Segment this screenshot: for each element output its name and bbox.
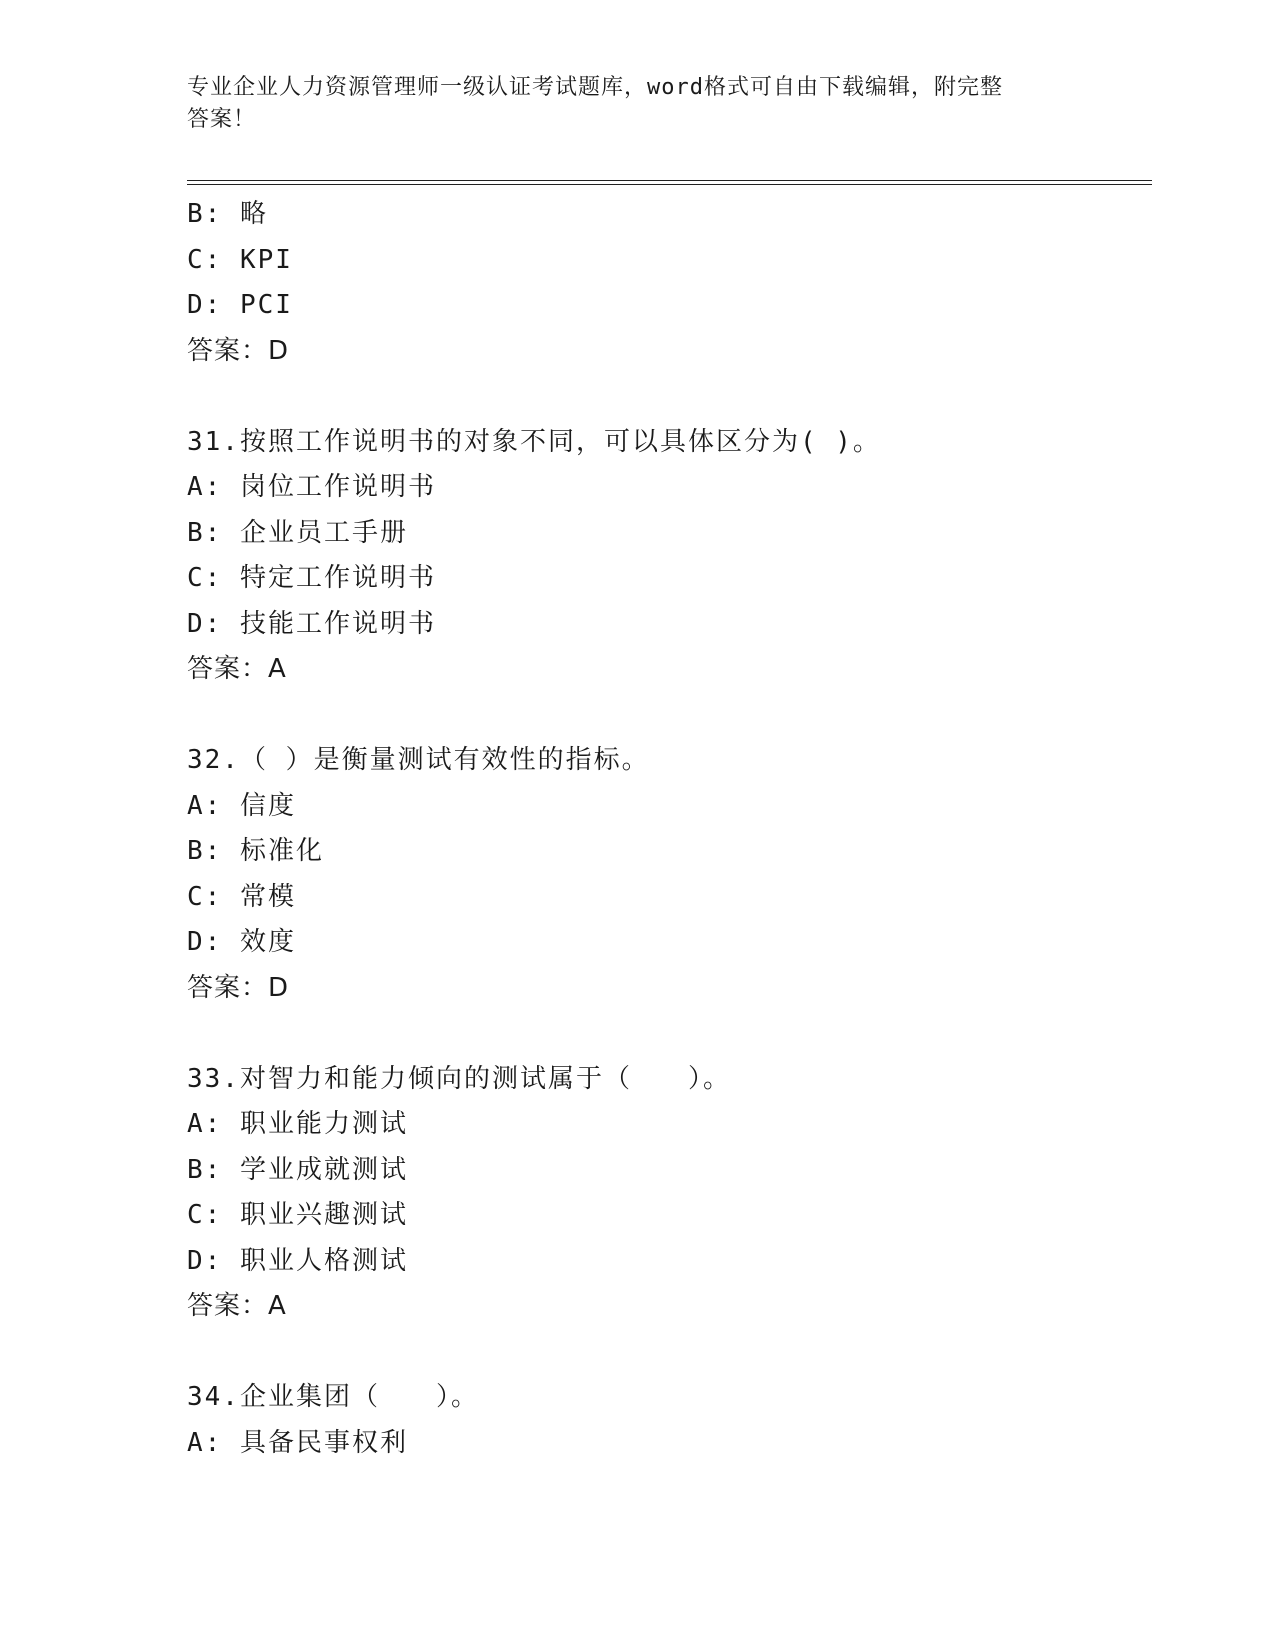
option-a: A: 岗位工作说明书 <box>187 472 436 502</box>
header-divider-top <box>187 180 1152 181</box>
option-a: A: 职业能力测试 <box>187 1109 408 1139</box>
question-text: 33.对智力和能力倾向的测试属于（ ）。 <box>187 1063 731 1094</box>
question-block-30 <box>187 192 1147 374</box>
answer-label: 答案：D <box>187 335 290 366</box>
option-b: B: 企业员工手册 <box>187 517 408 548</box>
option-c: C: 职业兴趣测试 <box>187 1200 408 1230</box>
question-text: 34.企业集团（ ）。 <box>187 1382 479 1412</box>
document-header <box>187 72 1067 136</box>
question-text: 31.按照工作说明书的对象不同，可以具体区分为( )。 <box>187 426 881 457</box>
option-c: C: 常模 <box>187 881 296 912</box>
option-c: C: 特定工作说明书 <box>187 563 436 593</box>
question-block-31 <box>187 420 1147 693</box>
option-b: B: 略 <box>187 199 268 229</box>
question-list <box>187 192 1147 1466</box>
option-d: D: 职业人格测试 <box>187 1245 408 1276</box>
option-c: C: KPI <box>187 244 293 275</box>
option-b: B: 标准化 <box>187 836 324 866</box>
spacer <box>187 1330 1147 1376</box>
question-block-34 <box>187 1375 1147 1466</box>
header-divider-bottom <box>187 184 1152 185</box>
option-d: D: PCI <box>187 290 293 320</box>
header-line-1: 专业企业人力资源管理师一级认证考试题库，word格式可自由下载编辑，附完整 <box>187 75 1003 100</box>
option-d: D: 效度 <box>187 927 296 957</box>
spacer <box>187 1011 1147 1057</box>
option-d: D: 技能工作说明书 <box>187 608 436 639</box>
answer-label: 答案：A <box>187 1291 287 1321</box>
option-a: A: 信度 <box>187 790 296 821</box>
spacer <box>187 693 1147 739</box>
question-text: 32.（ ）是衡量测试有效性的指标。 <box>187 745 650 775</box>
spacer <box>187 374 1147 420</box>
question-block-32 <box>187 738 1147 1011</box>
question-block-33 <box>187 1057 1147 1330</box>
header-line-2: 答案！ <box>187 107 257 132</box>
option-b: B: 学业成就测试 <box>187 1154 408 1185</box>
answer-label: 答案：D <box>187 972 290 1003</box>
option-a: A: 具备民事权利 <box>187 1427 408 1458</box>
answer-label: 答案：A <box>187 654 287 684</box>
